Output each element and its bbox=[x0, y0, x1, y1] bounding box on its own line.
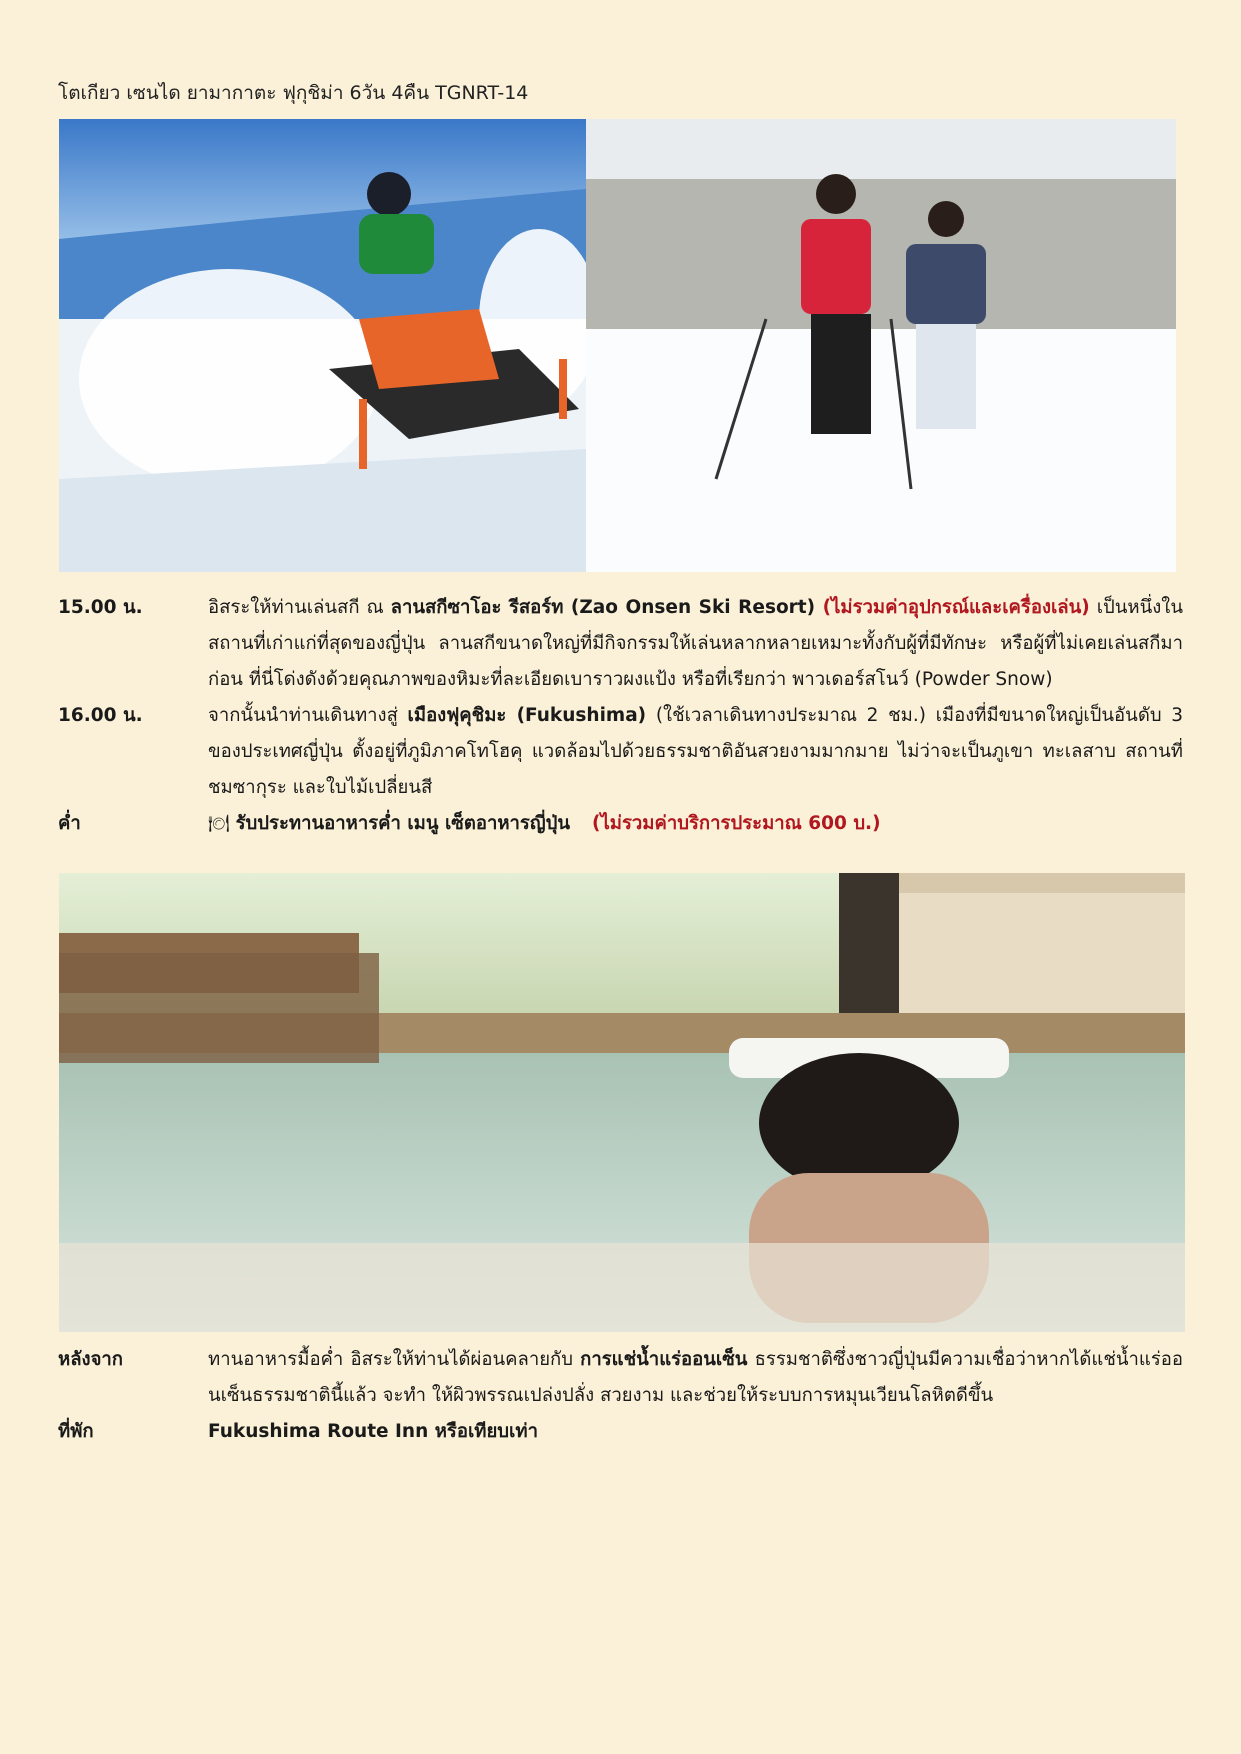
desc-text: เป็นหนึ่งในสถานที่เก่าแก่ที่สุดของญี่ปุ่น ลานสกีขนาดใหญ่ที่มีกิจกรรมให้เล่นหลากหลายเหมาะทั้งกับผู้ที่มีทักษะ หรือผู้ที่ไม่เคยเล่นสกีมาก่อน ที่นี่โด่งดังด้วยคุณภาพของหิมะที่ละเอียดเบาราวผงแป้ง หรือที่เรียกว่า พาวเดอร์สโนว์ (Powder Snow) bbox=[208, 597, 1183, 690]
onsen-bath-photo bbox=[59, 873, 1185, 1332]
desc-note: (ไม่รวมค่าอุปกรณ์และเครื่องเล่น) bbox=[815, 597, 1090, 618]
schedule-time: 16.00 น. bbox=[58, 705, 143, 726]
schedule-time: ที่พัก bbox=[58, 1421, 94, 1442]
dinner-note: (ไม่รวมค่าบริการประมาณ 600 บ.) bbox=[592, 813, 881, 834]
desc-text: จากนั้นนำท่านเดินทางสู่ bbox=[208, 705, 408, 726]
desc-highlight: การแช่น้ำแร่ออนเซ็น bbox=[580, 1349, 748, 1370]
schedule-description bbox=[208, 590, 1183, 698]
desc-highlight: ลานสกีซาโอะ รีสอร์ท (Zao Onsen Ski Resort) bbox=[390, 597, 816, 618]
dinner-text: รับประทานอาหารค่ำ เมนู เซ็ตอาหารญี่ปุ่น bbox=[235, 813, 571, 834]
schedule-description bbox=[208, 698, 1183, 806]
skiers-photo bbox=[586, 119, 1176, 572]
schedule-time: หลังจาก bbox=[58, 1349, 123, 1370]
schedule-time: 15.00 น. bbox=[58, 597, 143, 618]
page-header-title: โตเกียว เซนได ยามากาตะ ฟุกุชิม่า 6วัน 4คืน TGNRT-14 bbox=[58, 82, 529, 104]
schedule-row-after-dinner bbox=[58, 1342, 1183, 1414]
schedule-row-dinner bbox=[58, 806, 1183, 842]
schedule-time: ค่ำ bbox=[58, 813, 81, 834]
schedule-row bbox=[58, 590, 1183, 698]
meal-icon: 🍽 bbox=[208, 814, 230, 834]
desc-text: (ใช้เวลาเดินทางประมาณ 2 ชม.) เมืองที่มีขนาดใหญ่เป็นอันดับ 3 ของประเทศญี่ปุ่น ตั้งอยู่ที่ภูมิภาคโทโฮคุ แวดล้อมไปด้วยธรรมชาติอันสวยงามมากมาย ไม่ว่าจะเป็นภูเขา ทะเลสาบ สถานที่ชมซากุระ และใบไม้เปลี่ยนสี bbox=[208, 705, 1184, 798]
desc-text: ธรรมชาติซึ่งชาวญี่ปุ่นมีความเชื่อว่าหากได้แช่น้ำแร่ออนเซ็นธรรมชาตินี้แล้ว จะทำ ให้ผิวพรรณเปล่งปลั่ง สวยงาม และช่วยให้ระบบการหมุนเวียนโลหิตดีขึ้น bbox=[208, 1349, 1183, 1406]
schedule-description bbox=[208, 806, 1183, 842]
desc-highlight: เมืองฟุคุชิมะ (Fukushima) bbox=[407, 705, 647, 726]
schedule-row bbox=[58, 698, 1183, 806]
desc-text: ทานอาหารมื้อค่ำ อิสระให้ท่านได้ผ่อนคลายกับ bbox=[208, 1349, 581, 1370]
schedule-description bbox=[208, 1342, 1183, 1414]
desc-text: อิสระให้ท่านเล่นสกี ณ bbox=[208, 597, 391, 618]
hotel-name: Fukushima Route Inn หรือเทียบเท่า bbox=[208, 1421, 538, 1442]
evening-schedule bbox=[58, 1342, 1183, 1450]
afternoon-schedule bbox=[58, 590, 1183, 842]
schedule-row-hotel bbox=[58, 1414, 1183, 1450]
snowmobile-photo bbox=[59, 119, 586, 572]
